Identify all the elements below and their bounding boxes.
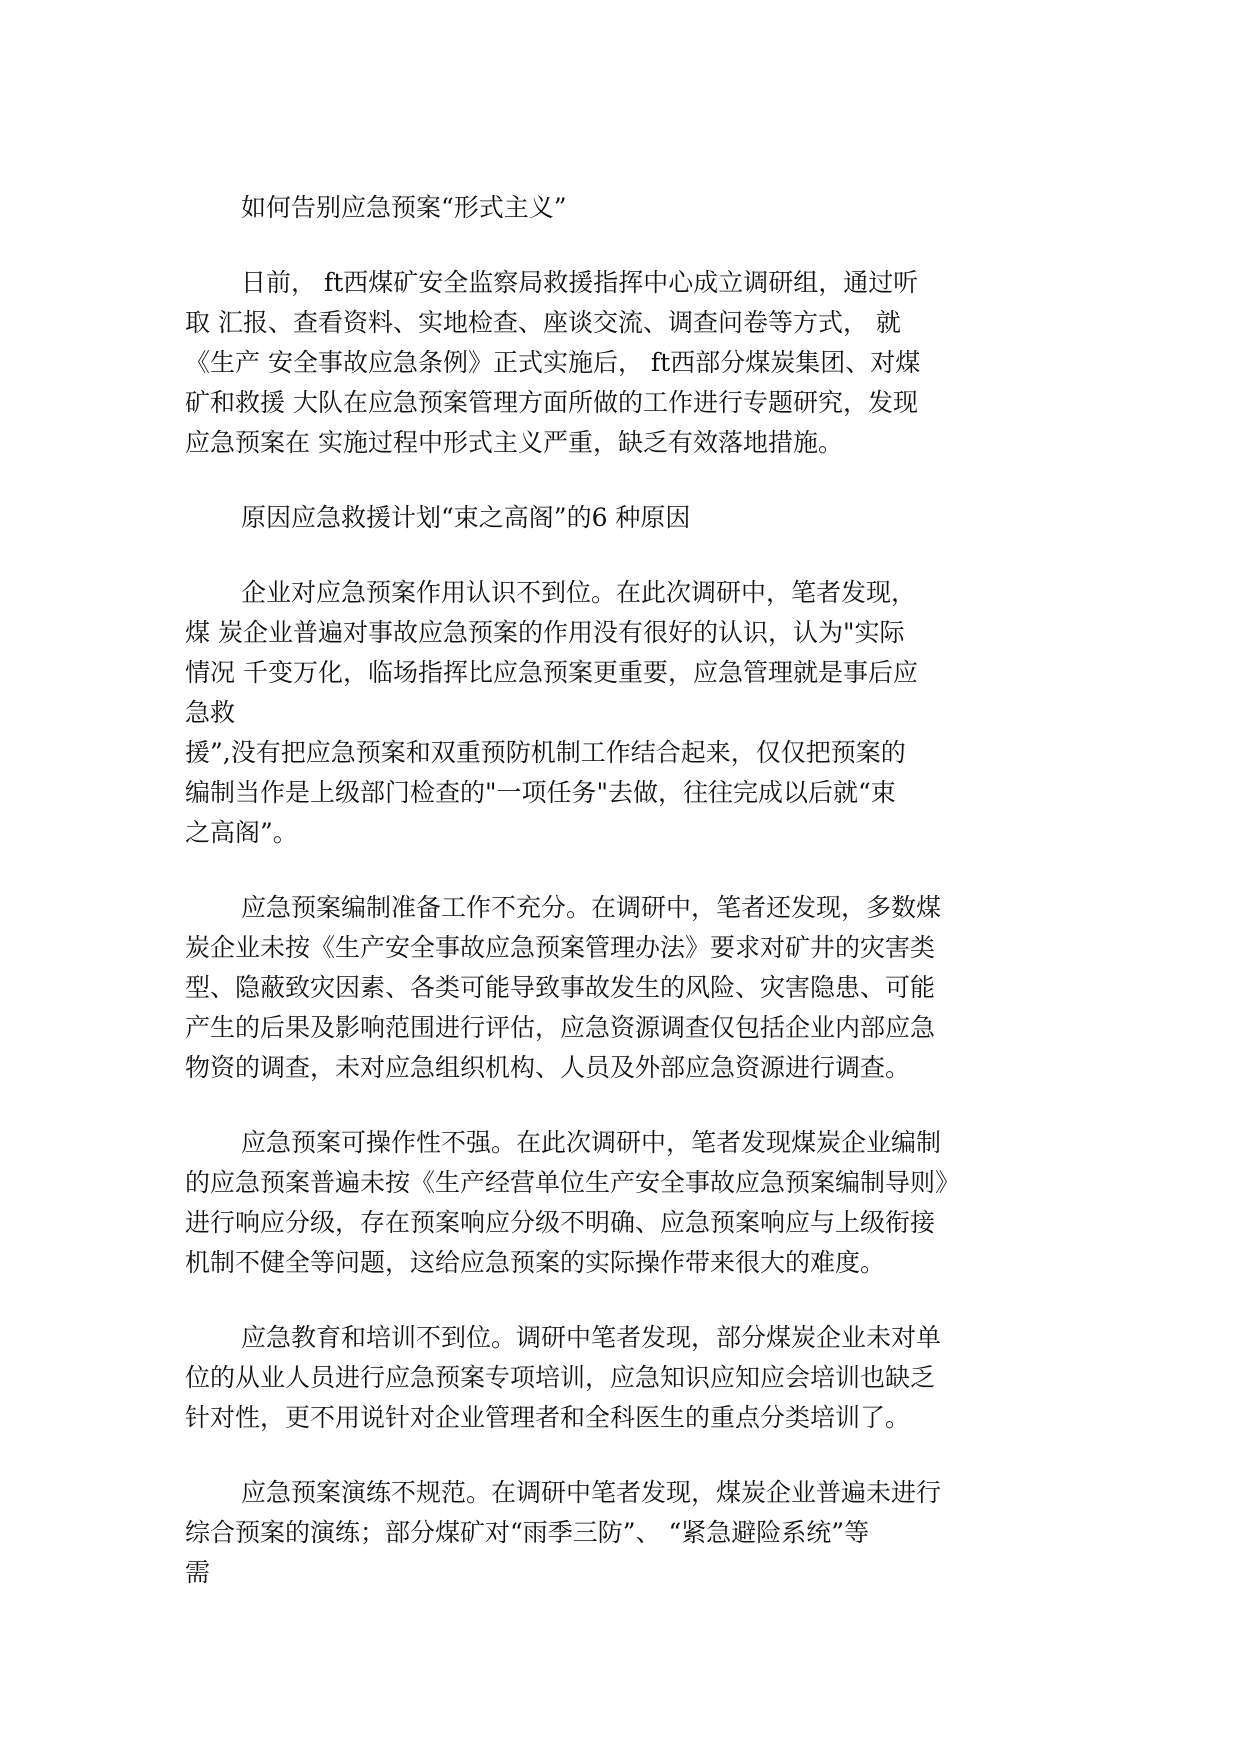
paragraph-intro (185, 263, 1055, 463)
text-line: 进行响应分级，存在预案响应分级不明确、应急预案响应与上级衔接 (185, 1208, 936, 1237)
section-heading (185, 498, 1055, 538)
text-line: 急救 (185, 698, 236, 727)
text-line: 应急预案可操作性不强。在此次调研中，笔者发现煤炭企业编制 (241, 1128, 942, 1157)
text-line: 位的从业人员进行应急预案专项培训，应急知识应知应会培训也缺乏 (185, 1363, 936, 1392)
paragraph-preparation (185, 888, 1055, 1088)
text-line: 应急预案在 实施过程中形式主义严重，缺乏有效落地措施。 (185, 428, 843, 457)
text-line: 物资的调查，未对应急组织机构、人员及外部应急资源进行调查。 (185, 1053, 911, 1082)
paragraph-drills (185, 1473, 1055, 1593)
text-line: 产生的后果及影响范围进行评估，应急资源调查仅包括企业内部应急 (185, 1013, 936, 1042)
text-line: 矿和救援 大队在应急预案管理方面所做的工作进行专题研究，发现 (185, 388, 918, 417)
text-line: 之高阁”。 (185, 818, 298, 847)
text-line: 应急预案编制准备工作不充分。在调研中，笔者还发现，多数煤 (241, 893, 942, 922)
text-line: 应急教育和培训不到位。调研中笔者发现，部分煤炭企业未对单 (241, 1323, 942, 1352)
text-line: 援”,没有把应急预案和双重预防机制工作结合起来，仅仅把预案的 (185, 738, 906, 767)
text-line: 情况 千变万化，临场指挥比应急预案更重要，应急管理就是事后应 (185, 658, 918, 687)
text-line: 炭企业未按《生产安全事故应急预案管理办法》要求对矿井的灾害类 (185, 933, 936, 962)
text-line: 《生产 安全事故应急条例》正式实施后， ft西部分煤炭集团、对煤 (185, 348, 921, 377)
paragraph-training (185, 1318, 1055, 1438)
text-line: 日前， ft西煤矿安全监察局救援指挥中心成立调研组，通过听 (241, 268, 919, 297)
text-line: 的应急预案普遍未按《生产经营单位生产安全事故应急预案编制导则》 (185, 1168, 961, 1197)
text-line: 企业对应急预案作用认识不到位。在此次调研中，笔者发现， (241, 578, 917, 607)
text-line: 原因应急救援计划“束之高阁”的6 种原因 (241, 503, 691, 532)
text-line: 取 汇报、查看资料、实地检查、座谈交流、调查问卷等方式， 就 (185, 308, 901, 337)
text-line: 针对性，更不用说针对企业管理者和全科医生的重点分类培训了。 (185, 1403, 911, 1432)
text-line: 如何告别应急预案“形式主义” (241, 193, 567, 222)
text-line: 机制不健全等问题，这给应急预案的实际操作带来很大的难度。 (185, 1248, 886, 1277)
paragraph-operability (185, 1123, 1055, 1283)
text-line: 型、隐蔽致灾因素、各类可能导致事故发生的风险、灾害隐患、可能 (185, 973, 936, 1002)
text-line: 应急预案演练不规范。在调研中笔者发现，煤炭企业普遍未进行 (241, 1478, 942, 1507)
paragraph-awareness (185, 573, 1055, 853)
document-title (185, 188, 1055, 228)
document-body (185, 188, 1055, 1628)
text-line: 煤 炭企业普遍对事故应急预案的作用没有很好的认识，认为"实际 (185, 618, 905, 647)
text-line: 需 (185, 1558, 211, 1587)
text-line: 编制当作是上级部门检查的"一项任务"去做，往往完成以后就“束 (185, 778, 896, 807)
text-line: 综合预案的演练；部分煤矿对“雨季三防”、 “紧急避险系统”等 (185, 1518, 870, 1547)
